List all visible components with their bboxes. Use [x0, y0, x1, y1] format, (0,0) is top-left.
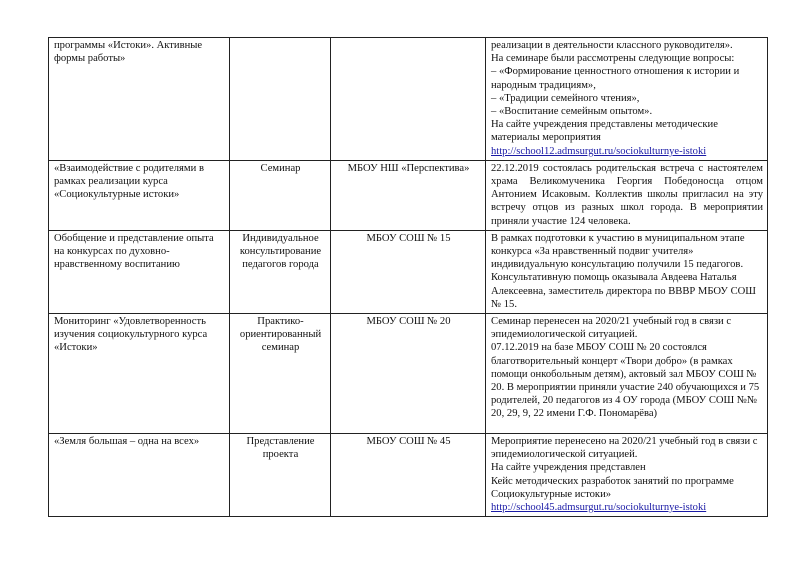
result-line: Мероприятие перенесено на 2020/21 учебный год в связи с эпидемиологической ситуацией.: [491, 436, 758, 461]
result-cell: [486, 314, 768, 434]
table-row: [49, 434, 768, 517]
result-line: реализации в деятельности классного руководителя».: [491, 40, 733, 51]
result-line: В рамках подготовки к участию в муниципальном этапе конкурса «За нравственный подвиг учителя» индивидуальную консультацию получили 15 педагогов. Консультативную помощь оказывала Авдеева Наталья Алексеевна, заместитель директора по ВВВР МБОУ СОШ № 15.: [491, 232, 756, 310]
event-form-cell: Практико-ориентированный семинар: [230, 314, 331, 434]
event-form-cell: Семинар: [230, 160, 331, 230]
event-form-cell: Индивидуальное консультирование педагогов города: [230, 230, 331, 313]
event-title-cell: Обобщение и представление опыта на конкурсах по духовно-нравственному воспитанию: [49, 230, 230, 313]
institution-cell: МБОУ СОШ № 20: [331, 314, 486, 434]
result-line: – «Воспитание семейным опытом».: [491, 106, 653, 118]
institution-cell: МБОУ НШ «Перспектива»: [331, 160, 486, 230]
institution-cell: [331, 38, 486, 161]
result-cell: [486, 160, 768, 230]
event-form-cell: Представление проекта: [230, 434, 331, 517]
events-table: [48, 37, 768, 517]
result-cell: [486, 434, 768, 517]
result-line: На семинаре были рассмотрены следующие вопросы:: [491, 53, 735, 65]
institution-cell: МБОУ СОШ № 15: [331, 230, 486, 313]
table-row: [49, 314, 768, 434]
result-line: – «Формирование ценностного отношения к истории и народным традициям»,: [491, 66, 740, 91]
result-line: 07.12.2019 на базе МБОУ СОШ № 20 состоялся благотворительный концерт «Твори добро» (в рамках помощи онкобольным детям), актовый зал МБОУ СОШ № 20. В мероприятии приняли участие 240 обучающихся и 75 родителей, 20 педагогов из 4 ОУ города (МБОУ СОШ №№ 20, 29, 9, 22 имени Г.Ф. Пономарёва): [491, 342, 760, 420]
event-title-cell: «Земля большая – одна на всех»: [49, 434, 230, 517]
table-row: [49, 230, 768, 313]
table-row: [49, 38, 768, 161]
result-line: Семинар перенесен на 2020/21 учебный год в связи с эпидемиологической ситуацией.: [491, 316, 732, 341]
result-line: – «Традиции семейного чтения»,: [491, 92, 640, 104]
result-line: На сайте учреждения представлен: [491, 462, 646, 474]
result-cell: [486, 38, 768, 161]
event-form-cell: [230, 38, 331, 161]
event-title-cell: Мониторинг «Удовлетворенность изучения социокультурного курса «Истоки»: [49, 314, 230, 434]
school12-link[interactable]: http://school12.admsurgut.ru/sociokulturnye-istoki: [491, 145, 707, 157]
event-title-cell: программы «Истоки». Активные формы работы»: [49, 38, 230, 161]
result-line: 22.12.2019 состоялась родительская встреча с настоятелем храма Великомученика Георгия Победоносца отцом Антонием Исаковым. Коллектив школы пригласил на эту встречу отцов из разных школ города. В мероприятии приняли участие 124 человека.: [491, 162, 763, 227]
school45-link[interactable]: http://school45.admsurgut.ru/sociokulturnye-istoki: [491, 502, 707, 514]
table-row: [49, 160, 768, 230]
institution-cell: МБОУ СОШ № 45: [331, 434, 486, 517]
result-line: На сайте учреждения представлены методические материалы мероприятия: [491, 119, 718, 144]
result-cell: [486, 230, 768, 313]
result-line: Кейс методических разработок занятий по программе Социокультурные истоки»: [491, 475, 734, 500]
event-title-cell: «Взаимодействие с родителями в рамках реализации курса «Социокультурные истоки»: [49, 160, 230, 230]
